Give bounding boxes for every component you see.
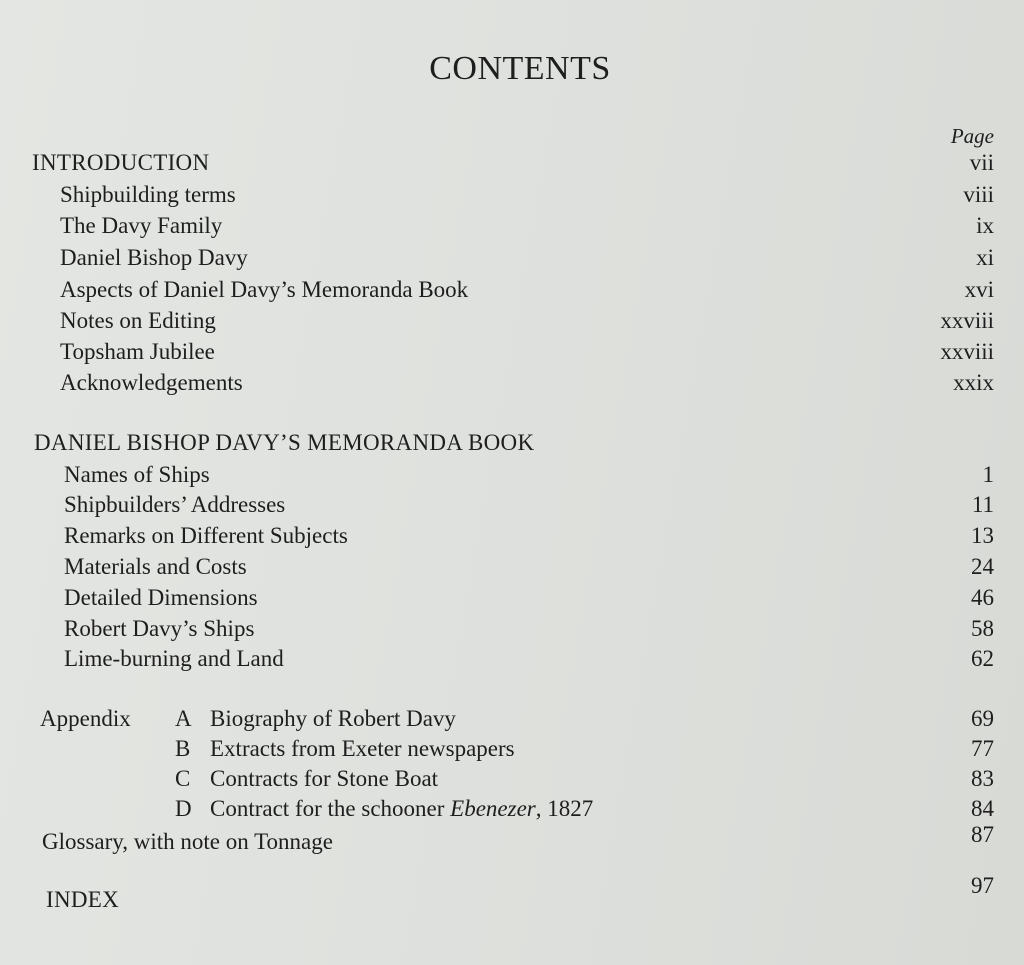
- section-heading-label: INTRODUCTION: [32, 150, 210, 175]
- toc-entry: [0, 490, 1024, 520]
- page-number: ix: [976, 213, 994, 238]
- page-number: xxviii: [940, 308, 994, 333]
- index-entry: [0, 885, 1024, 915]
- toc-entry-label: Notes on Editing: [60, 308, 216, 333]
- toc-entry: [0, 552, 1024, 582]
- page-number: viii: [963, 182, 994, 207]
- page-number: 58: [971, 616, 994, 641]
- page-number: xvi: [964, 277, 994, 302]
- page-number: 11: [971, 492, 994, 517]
- appendix-entry: [0, 764, 1024, 794]
- toc-entry-label: Glossary, with note on Tonnage: [42, 829, 333, 854]
- toc-entry: [0, 460, 1024, 490]
- page-number: xxviii: [940, 339, 994, 364]
- toc-entry: [0, 521, 1024, 551]
- appendix-letter: A: [175, 706, 192, 731]
- page-number: 62: [971, 646, 994, 671]
- toc-entry-label: Extracts from Exeter newspapers: [210, 736, 515, 761]
- toc-entry-label: The Davy Family: [60, 213, 223, 238]
- toc-entry-label: Names of Ships: [64, 462, 210, 487]
- page-number: 77: [971, 736, 994, 761]
- appendix-letter: C: [175, 766, 191, 791]
- page-column-header: Page: [950, 124, 994, 148]
- appendix-entry: [0, 734, 1024, 764]
- page-number: 83: [971, 766, 994, 791]
- toc-entry-label: INDEX: [46, 887, 120, 912]
- toc-entry: [0, 583, 1024, 613]
- toc-entry-label: Daniel Bishop Davy: [60, 245, 248, 270]
- appendix-letter: D: [175, 796, 192, 821]
- toc-entry-label: Contracts for Stone Boat: [210, 766, 439, 791]
- toc-entry-label: Aspects of Daniel Davy’s Memoranda Book: [60, 277, 469, 302]
- section-heading-memoranda: [0, 428, 1024, 458]
- glossary-entry: [0, 827, 1024, 857]
- toc-entry: [0, 306, 1024, 336]
- toc-entry-label: Lime-burning and Land: [64, 646, 284, 671]
- toc-entry: [0, 275, 1024, 305]
- toc-entry-label-text: Contract for the schooner: [210, 796, 451, 821]
- appendix-letter: B: [175, 736, 191, 761]
- page-number: xxix: [953, 370, 994, 395]
- toc-entry-label: Materials and Costs: [64, 554, 247, 579]
- toc-entry-label: Remarks on Different Subjects: [64, 523, 348, 548]
- page-title: CONTENTS: [429, 50, 611, 87]
- section-heading-introduction: [0, 148, 1024, 178]
- page-number: xi: [976, 245, 994, 270]
- toc-entry-label-tail: , 1827: [535, 796, 594, 821]
- toc-entry: [0, 180, 1024, 210]
- page-number: 84: [971, 796, 994, 821]
- toc-entry: [0, 614, 1024, 644]
- appendix-entry: [0, 704, 1024, 734]
- toc-entry-label: Shipbuilding terms: [60, 182, 236, 207]
- page-number: 46: [971, 585, 994, 610]
- appendix-label: Appendix: [40, 706, 131, 731]
- toc-entry-label: Acknowledgements: [60, 370, 243, 395]
- toc-entry-label: Robert Davy’s Ships: [64, 616, 255, 641]
- toc-entry: [0, 337, 1024, 367]
- toc-entry: [0, 644, 1024, 674]
- page-number: vii: [969, 150, 994, 175]
- section-heading-label: DANIEL BISHOP DAVY’S MEMORANDA BOOK: [34, 430, 535, 455]
- toc-entry: [0, 211, 1024, 241]
- page-number: 13: [971, 523, 994, 548]
- toc-entry-label: Biography of Robert Davy: [210, 706, 456, 731]
- page-number: 69: [971, 706, 994, 731]
- toc-entry: [0, 243, 1024, 273]
- toc-entry-label: Shipbuilders’ Addresses: [64, 492, 286, 517]
- page-number: 87: [971, 822, 994, 847]
- toc-entry-label: Topsham Jubilee: [60, 339, 215, 364]
- page-number: 24: [971, 554, 994, 579]
- toc-entry-label: Detailed Dimensions: [64, 585, 258, 610]
- page-number: 1: [982, 462, 994, 487]
- ship-name: Ebenezer: [450, 796, 536, 821]
- toc-entry: [0, 368, 1024, 398]
- page-number: 97: [971, 873, 994, 898]
